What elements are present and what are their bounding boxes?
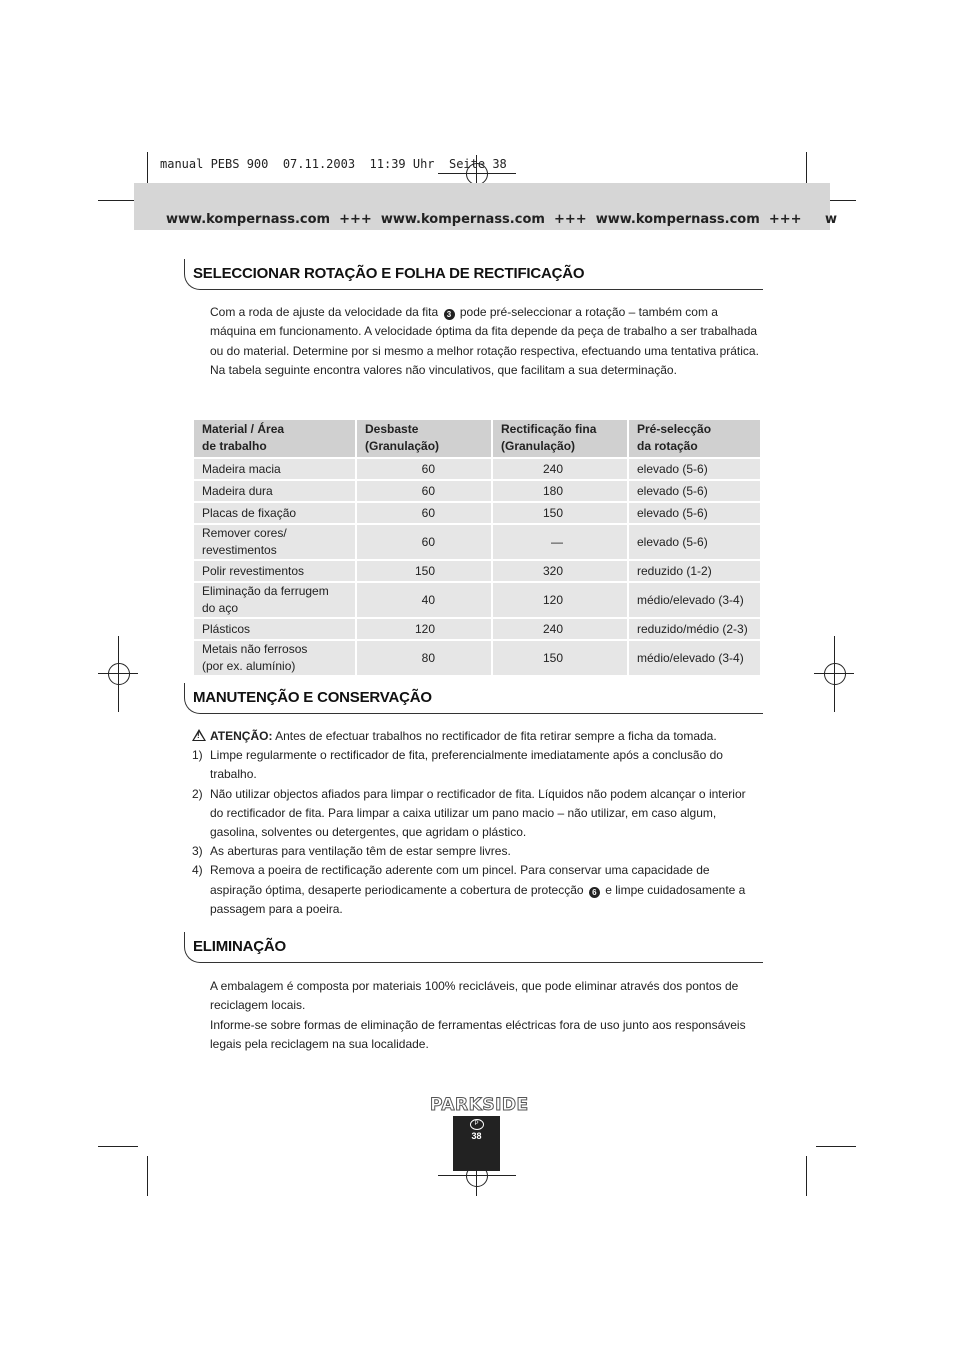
list-item: 2) Não utilizar objectos afiados para limpar o rectificador de fita. Líquidos não podem alcançar o interior do rectificador de fita. Para limpar a caixa utilizar um pano macio – não utilizar, em caso algum, gasolina, solventes ou detergentes, que agridam o plástico.	[192, 786, 746, 840]
grit-selection-table	[194, 420, 760, 675]
banner-text: www.kompernass.com +++ www.kompernass.com +++ www.kompernass.com +++	[166, 212, 802, 227]
table-cell: 60	[356, 502, 492, 524]
warning-label: ATENÇÃO:	[210, 729, 273, 743]
table-cell: Remover cores/ revestimentos	[194, 524, 356, 560]
reference-number-badge: 3	[444, 309, 455, 320]
table-cell: Eliminação da ferrugem do aço	[194, 582, 356, 618]
table-row	[194, 582, 760, 618]
table-cell: —	[492, 524, 628, 560]
table-row	[194, 458, 760, 480]
registration-mark	[814, 673, 854, 674]
column-header: Rectificação fina (Granulação)	[492, 420, 628, 458]
print-slug: manual PEBS 900 07.11.2003 11:39 Uhr Seite 38	[160, 157, 507, 171]
table-cell: médio/elevado (3-4)	[628, 640, 760, 675]
table-cell: elevado (5-6)	[628, 524, 760, 560]
crop-mark	[98, 200, 138, 201]
table-cell: 60	[356, 458, 492, 480]
table-cell: Madeira macia	[194, 458, 356, 480]
table-header-row	[194, 420, 760, 458]
table-row	[194, 640, 760, 675]
registration-mark	[98, 673, 138, 674]
table-cell: 150	[492, 640, 628, 675]
list-item: 1) Limpe regularmente o rectificador de fita, preferencialmente imediatamente após a conclusão do trabalho.	[192, 748, 723, 782]
table-cell: elevado (5-6)	[628, 480, 760, 502]
table-row	[194, 618, 760, 640]
table-cell: 60	[356, 524, 492, 560]
website-banner	[134, 183, 838, 230]
section-title: ELIMINAÇÃO	[193, 938, 286, 955]
section-title: SELECCIONAR ROTAÇÃO E FOLHA DE RECTIFICAÇÃO	[193, 265, 585, 282]
registration-mark	[118, 636, 119, 712]
parkside-logo: PARKSIDE	[430, 1095, 529, 1115]
crop-mark	[147, 1156, 148, 1196]
maintenance-list	[192, 727, 760, 919]
rotation-intro: Com a roda de ajuste da velocidade da fita 3 pode pré-seleccionar a rotação – também com a máquina em funcionamento. A velocidade óptima da fita depende da peça de trabalho a ser trabalhada ou do material. Determine por si mesmo a melhor rotação respectiva, efectuando uma tentativa prática. Na tabela seguinte encontra valores não vinculativos, que facilitam a sua determinação.	[210, 305, 759, 378]
table-cell: Madeira dura	[194, 480, 356, 502]
table-cell: 240	[492, 458, 628, 480]
reference-number-badge: 6	[589, 887, 600, 898]
registration-mark	[438, 173, 516, 174]
table-cell: Plásticos	[194, 618, 356, 640]
table-cell: Placas de fixação	[194, 502, 356, 524]
warning-text: Antes de efectuar trabalhos no rectificador de fita retirar sempre a ficha da tomada.	[275, 729, 717, 743]
list-item: 4) Remova a poeira de rectificação aderente com um pincel. Para conservar uma capacidade de aspiração óptima, desaperte periodicamente a cobertura de protecção 6 e limpe cuidadosamente a passagem para a poeira.	[192, 863, 746, 916]
registration-mark	[824, 663, 846, 685]
registration-mark	[108, 663, 130, 685]
section-heading-maintenance	[184, 683, 763, 714]
warning-line	[192, 727, 760, 746]
warning-triangle-icon	[192, 727, 206, 746]
registration-mark	[438, 1175, 516, 1176]
table-cell: 240	[492, 618, 628, 640]
table-cell: elevado (5-6)	[628, 458, 760, 480]
crop-mark	[806, 1156, 807, 1196]
table-row	[194, 560, 760, 582]
table-row	[194, 524, 760, 560]
table-cell: 60	[356, 480, 492, 502]
language-badge: P	[470, 1119, 484, 1130]
table-row	[194, 502, 760, 524]
crop-mark	[816, 1146, 856, 1147]
page-number: 38	[471, 1131, 482, 1141]
table-cell: elevado (5-6)	[628, 502, 760, 524]
table-cell: médio/elevado (3-4)	[628, 582, 760, 618]
table-cell: Metais não ferrosos (por ex. alumínio)	[194, 640, 356, 675]
section-title: MANUTENÇÃO E CONSERVAÇÃO	[193, 689, 432, 706]
disposal-paragraph: A embalagem é composta por materiais 100% recicláveis, que pode eliminar através dos pontos de reciclagem locais.	[210, 979, 739, 1013]
column-header: Desbaste (Granulação)	[356, 420, 492, 458]
disposal-paragraph: Informe-se sobre formas de eliminação de ferramentas eléctricas fora de uso junto aos responsáveis legais pela reciclagem na sua localidade.	[210, 1017, 746, 1052]
disposal-text	[210, 977, 760, 1055]
column-header: Pré-selecção da rotação	[628, 420, 760, 458]
registration-mark	[834, 636, 835, 712]
table-cell: 120	[492, 582, 628, 618]
table-cell: Polir revestimentos	[194, 560, 356, 582]
table-cell: 120	[356, 618, 492, 640]
section-heading-disposal	[184, 932, 763, 963]
table-cell: 40	[356, 582, 492, 618]
page-number-box	[453, 1116, 500, 1171]
table-cell: 80	[356, 640, 492, 675]
table-cell: 150	[356, 560, 492, 582]
table-cell: reduzido (1-2)	[628, 560, 760, 582]
table-cell: reduzido/médio (2-3)	[628, 618, 760, 640]
table-cell: 150	[492, 502, 628, 524]
banner-edge-text: w	[825, 212, 838, 227]
section-heading-rotation	[184, 259, 763, 290]
table-cell: 320	[492, 560, 628, 582]
table-row	[194, 480, 760, 502]
list-item: 3) As aberturas para ventilação têm de estar sempre livres.	[192, 844, 511, 859]
column-header: Material / Área de trabalho	[194, 420, 356, 458]
table-cell: 180	[492, 480, 628, 502]
crop-mark	[98, 1146, 138, 1147]
